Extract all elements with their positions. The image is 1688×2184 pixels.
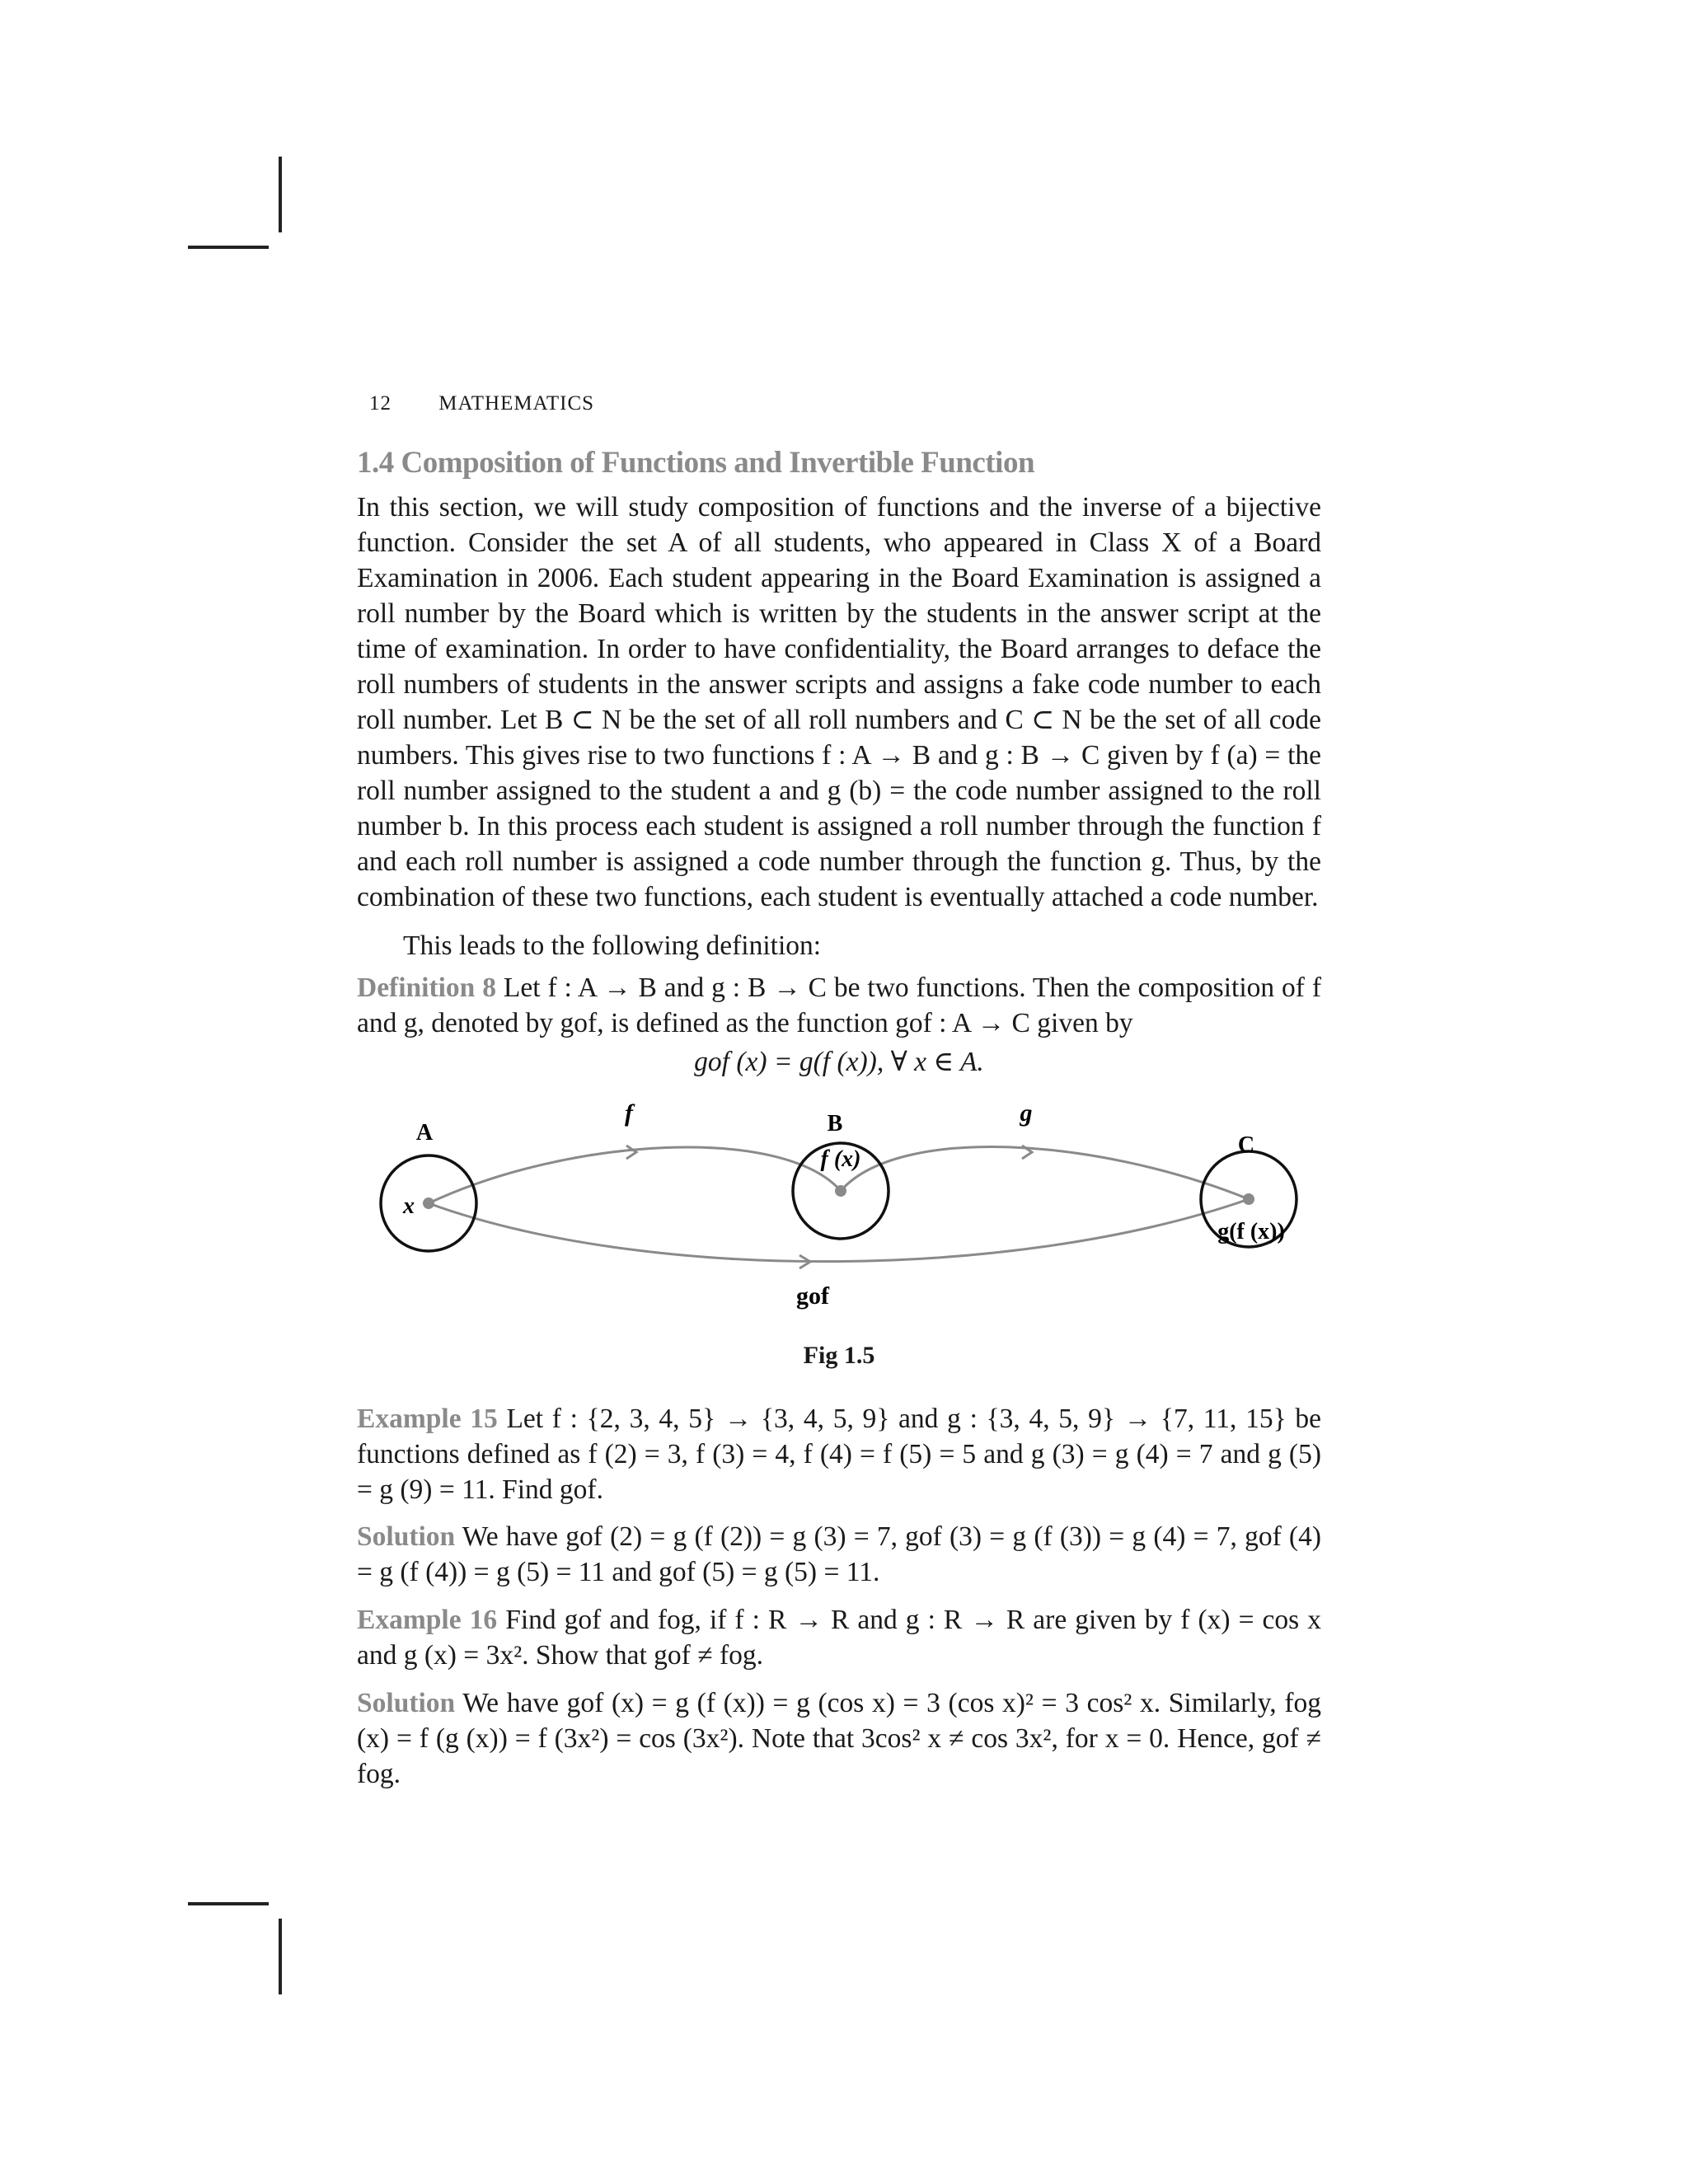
label-point-gfx: g(f (x)) <box>1217 1219 1285 1244</box>
intro-paragraph <box>357 490 1321 915</box>
label-set-c: C <box>1237 1132 1255 1158</box>
arrow-g-curve <box>841 1146 1249 1199</box>
label-set-b: B <box>827 1111 843 1137</box>
crop-mark-bottom-vertical <box>279 1919 282 1994</box>
page-number: 12 <box>369 392 392 415</box>
label-arrow-g: g <box>1020 1099 1033 1127</box>
label-arrow-gof: gof <box>796 1282 829 1310</box>
running-title: MATHEMATICS <box>438 392 595 415</box>
label-point-x: x <box>403 1193 415 1219</box>
solution-15-block <box>357 1519 1321 1590</box>
example-15-block <box>357 1401 1321 1507</box>
definition-label: Definition 8 <box>357 972 496 1003</box>
formula-text: gof (x) = g(f (x)), ∀ x ∈ A. <box>694 1047 984 1077</box>
example-16-block <box>357 1602 1321 1673</box>
solution-16-label: Solution <box>357 1688 456 1718</box>
section-title: 1.4 Composition of Functions and Invertible Function <box>357 446 1035 480</box>
crop-mark-top-horizontal <box>188 246 269 249</box>
intro-text: In this section, we will study composition of functions and the inverse of a bijective function. Consider the set A of all students, who appeared in Class X of a Board Examination in 2006. Each student appearing in the Board Examination is assigned a roll number by the Board which is written by the students in the answer script at the time of examination. In order to have confidentiality, the Board arranges to deface the roll numbers of students in the answer scripts and assigns a fake code number to each roll number. Let B ⊂ N be the set of all roll numbers and C ⊂ N be the set of all code numbers. This gives rise to two functions f : A → B and g : B → C given by f (a) = the roll number assigned to the student a and g (b) = the code number assigned to the roll number b. In this process each student is assigned a roll number through the function f and each roll number is assigned a code number through the function g. Thus, by the combination of these two functions, each student is eventually attached a code number. <box>357 492 1321 912</box>
arrow-f-curve <box>429 1147 841 1203</box>
point-x-dot <box>423 1197 434 1209</box>
composition-diagram <box>354 1088 1327 1319</box>
example-15-text: Let f : {2, 3, 4, 5} → {3, 4, 5, 9} and g : {3, 4, 5, 9} → {7, 11, 15} be functions defined as f (2) = 3, f (3) = 4, f (4) = f (5) = 5 and g (3) = g (4) = 7 and g (5) = g (9) = 11. Find gof. <box>357 1404 1321 1505</box>
example-16-text: Find gof and fog, if f : R → R and g : R → R are given by f (x) = cos x and g (x) = 3x². Show that gof ≠ fog. <box>357 1605 1322 1671</box>
lead-in <box>403 928 1321 963</box>
solution-15-label: Solution <box>357 1521 456 1552</box>
figure-caption: Fig 1.5 <box>803 1342 875 1369</box>
example-16-label: Example 16 <box>357 1605 498 1635</box>
composition-formula <box>357 1045 1321 1078</box>
label-arrow-f: f <box>625 1099 633 1127</box>
label-point-fx: f (x) <box>820 1146 861 1172</box>
running-header <box>369 392 594 415</box>
solution-16-text: We have gof (x) = g (f (x)) = g (cos x) = 3 (cos x)² = 3 cos² x. Similarly, fog (x) = f (g (x)) = f (3x²) = cos (3x²). Note that 3cos² x ≠ cos 3x², for x = 0. Hence, gof ≠ fog. <box>357 1688 1321 1789</box>
arrowhead-f <box>626 1146 636 1159</box>
definition-text: Let f : A → B and g : B → C be two functions. Then the composition of f and g, denoted by gof, is defined as the function gof : A → C given by <box>357 972 1322 1038</box>
point-gfx-dot <box>1243 1193 1254 1205</box>
solution-16-block <box>357 1685 1321 1792</box>
point-fx-dot <box>835 1185 846 1197</box>
example-15-label: Example 15 <box>357 1404 498 1434</box>
crop-mark-bottom-horizontal <box>188 1902 269 1905</box>
crop-mark-top-vertical <box>279 157 282 232</box>
lead-in-text: This leads to the following definition: <box>403 930 822 961</box>
label-set-a: A <box>415 1120 434 1146</box>
solution-15-text: We have gof (2) = g (f (2)) = g (3) = 7, gof (3) = g (f (3)) = g (4) = 7, gof (4) = g (f (4)) = g (5) = 11 and gof (5) = g (5) = 11. <box>357 1521 1321 1587</box>
definition-block <box>357 970 1321 1041</box>
arrow-gof-curve <box>429 1199 1249 1262</box>
